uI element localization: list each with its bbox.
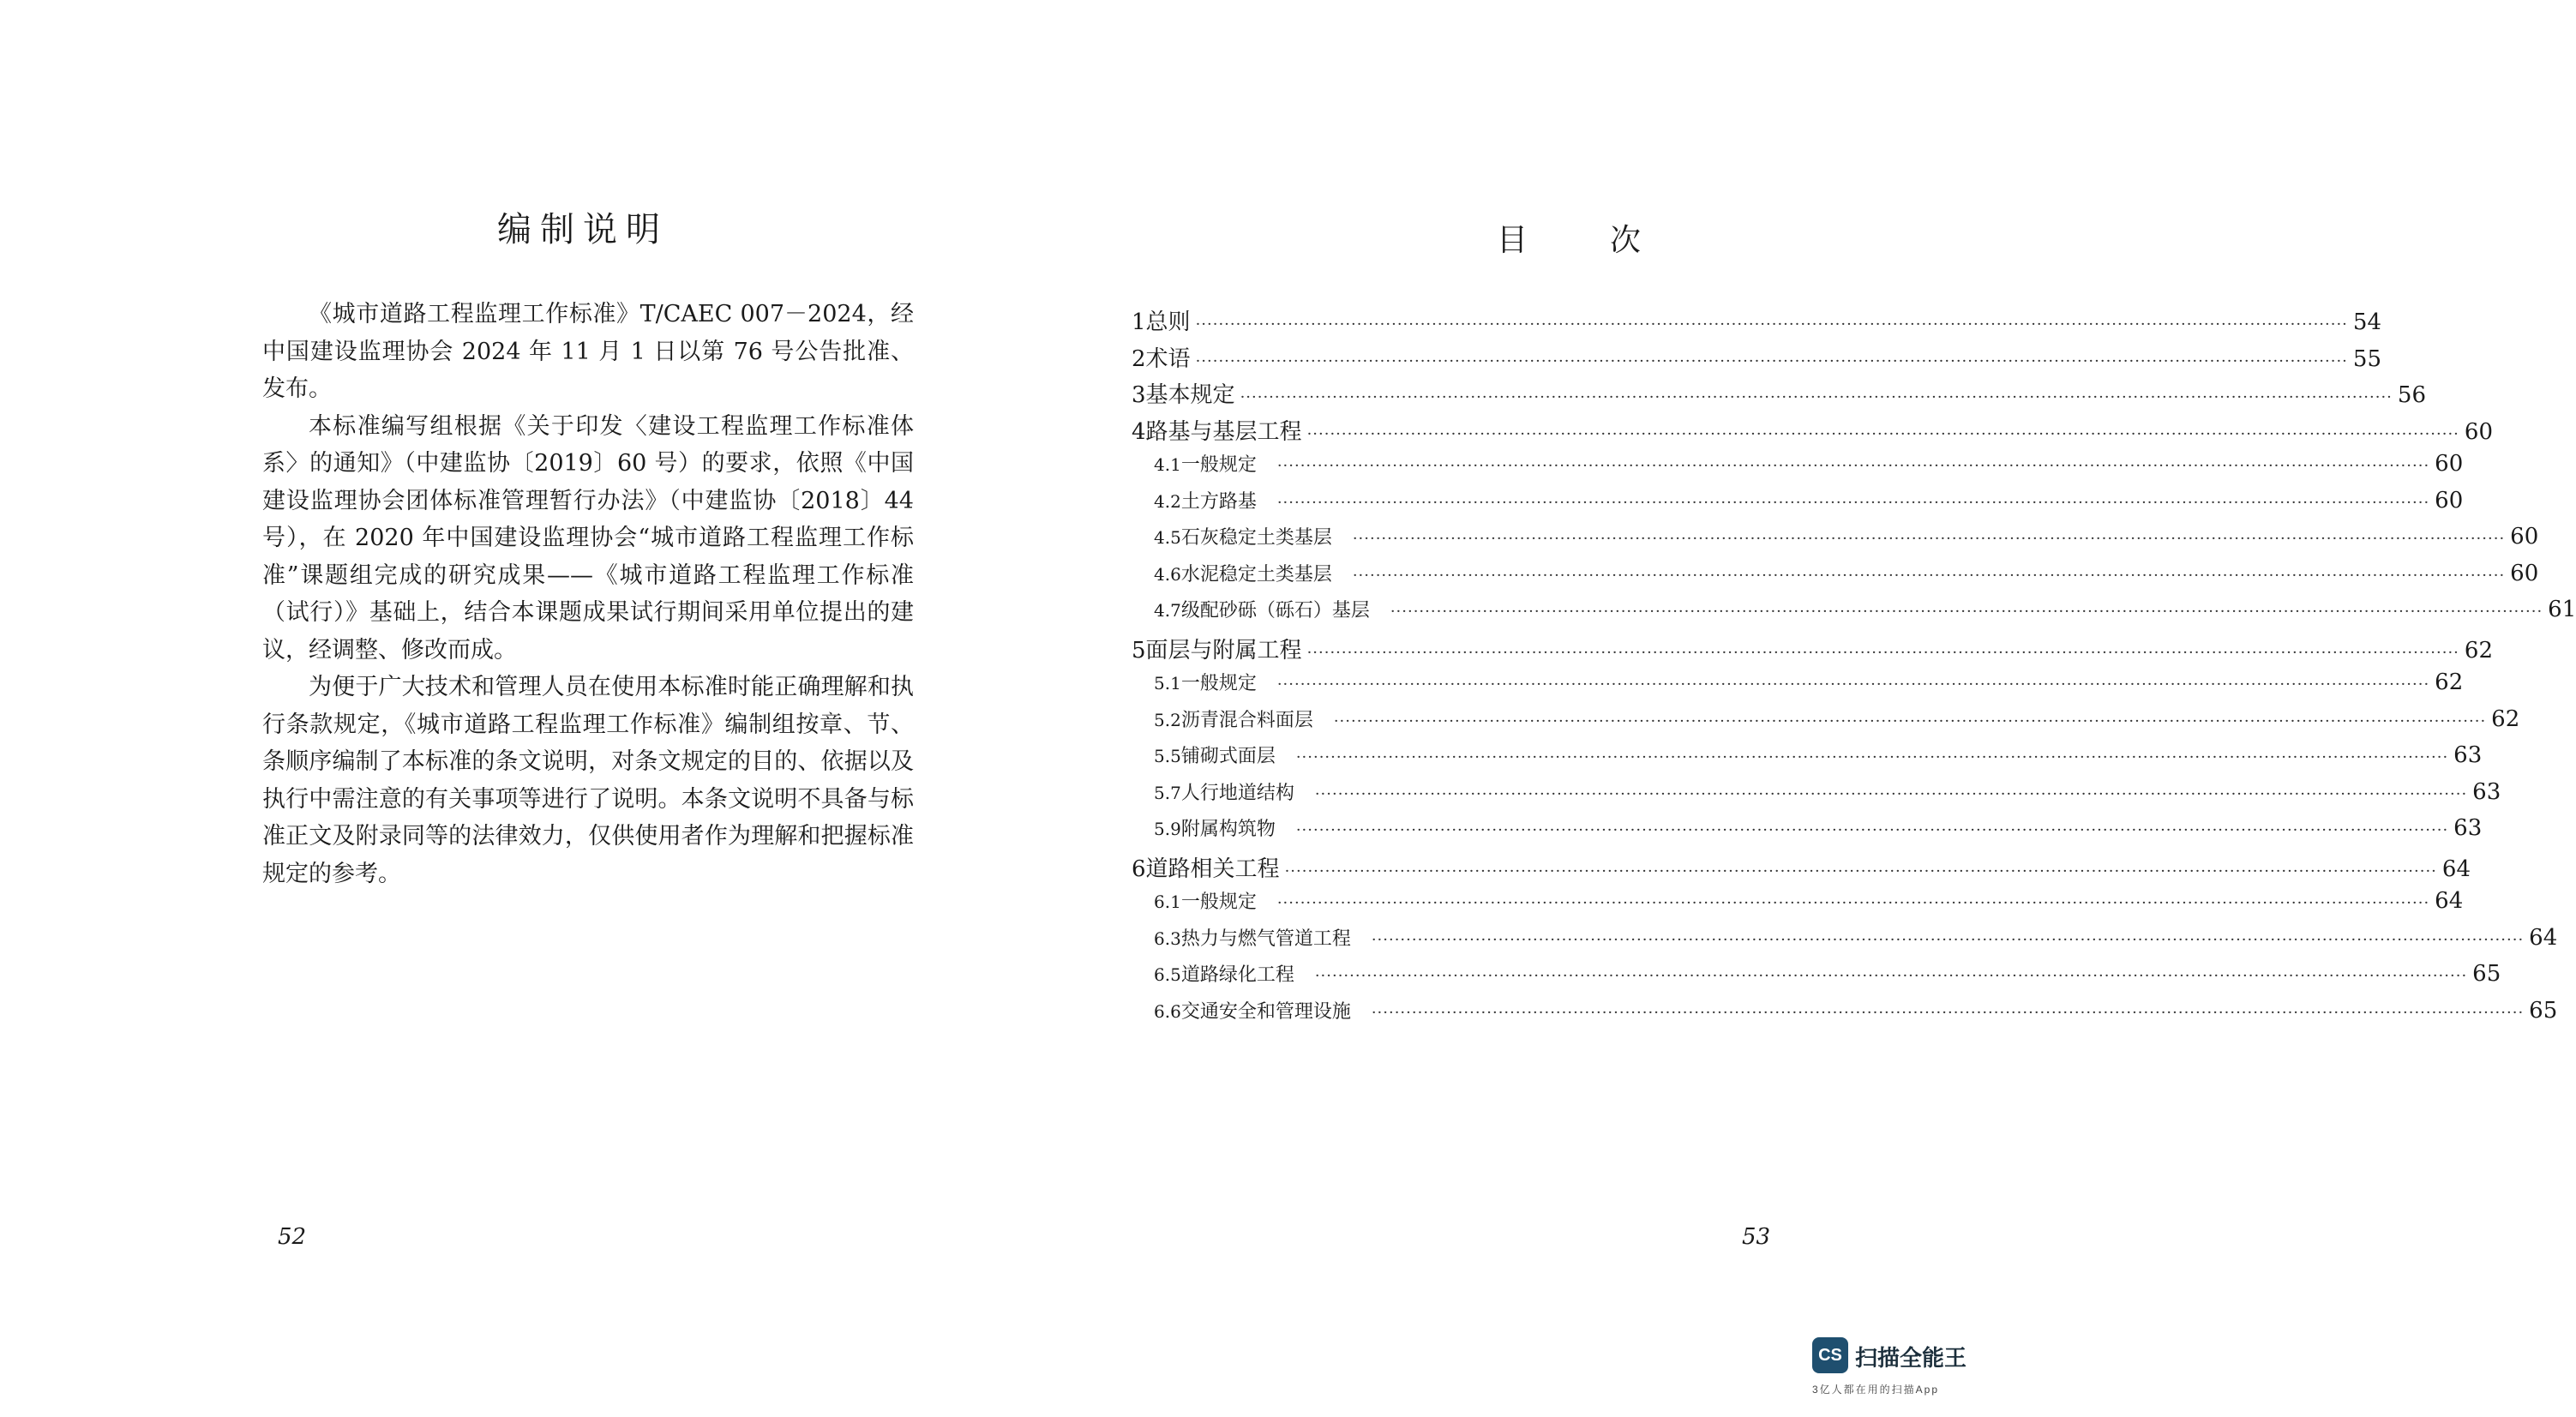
toc-leader-dots: ········································································································································································································: [1306, 424, 2459, 443]
toc-subentry: [1132, 450, 2464, 487]
paragraph-1: 《城市道路工程监理工作标准》T/CAEC 007－2024，经中国建设监理协会 2024 年 11 月 1 日以第 76 号公告批准、发布。: [262, 301, 914, 402]
toc-page-number: 65: [2529, 997, 2558, 1024]
toc-label: 人行地道结构: [1180, 782, 1294, 804]
toc-page-number: 64: [2441, 856, 2471, 882]
toc-label: 总则: [1145, 309, 1191, 335]
toc-leader-dots: ········································································································································································································: [1306, 643, 2459, 662]
right-page: [1003, 0, 2576, 1417]
toc-subentry: [1132, 887, 2464, 924]
toc-page-number: 62: [2435, 669, 2464, 695]
toc-leader-dots: ········································································································································································································: [1276, 493, 2430, 512]
toc-page-number: 56: [2397, 382, 2426, 408]
toc-leader-dots: ········································································································································································································: [1390, 603, 2543, 621]
toc-label: 一般规定: [1180, 673, 1257, 694]
toc-number: 6.6: [1154, 1000, 1181, 1022]
toc-entry: [1132, 377, 2426, 414]
toc-subentry: [1132, 669, 2464, 705]
toc-label: 水泥稳定土类基层: [1180, 563, 1332, 585]
toc-subentry: [1132, 742, 2483, 778]
toc-leader-dots: ········································································································································································································: [1314, 784, 2468, 803]
toc-number: 5.9: [1154, 819, 1181, 839]
toc-leader-dots: ········································································································································································································: [1276, 675, 2430, 693]
toc-page-number: 61: [2548, 597, 2576, 622]
toc-number: 6.1: [1154, 892, 1181, 912]
toc-entry: [1132, 304, 2381, 341]
toc-number: 5.2: [1154, 709, 1181, 730]
toc-number: 6.3: [1154, 928, 1181, 949]
toc-leader-dots: ········································································································································································································: [1276, 457, 2430, 475]
toc-number: 5: [1132, 637, 1146, 663]
toc-entry: [1132, 414, 2493, 451]
toc-label: 土方路基: [1180, 490, 1257, 513]
camscanner-logo-icon: CS: [1812, 1337, 1848, 1373]
toc-subentry: [1132, 487, 2464, 524]
toc-page-number: 60: [2435, 487, 2464, 513]
toc-subentry: [1132, 560, 2539, 597]
toc-number: 5.5: [1154, 746, 1181, 766]
toc-subentry: [1132, 814, 2483, 851]
toc-number: 4.1: [1154, 454, 1181, 475]
toc-page-number: 60: [2510, 524, 2539, 549]
toc-label: 道路绿化工程: [1180, 964, 1294, 986]
toc-number: 4.7: [1154, 600, 1181, 621]
toc-page-number: 63: [2472, 778, 2501, 805]
compilation-notes-title: 编制说明: [497, 210, 669, 249]
toc-label: 一般规定: [1180, 454, 1257, 476]
toc-subentry: [1132, 778, 2501, 815]
toc-leader-dots: ········································································································································································································: [1371, 1003, 2525, 1022]
toc-number: 6: [1132, 856, 1146, 882]
toc-leader-dots: ········································································································································································································: [1195, 351, 2348, 370]
toc-label: 一般规定: [1180, 892, 1257, 913]
toc-page-number: 60: [2464, 418, 2493, 445]
toc-page-number: 63: [2453, 815, 2483, 841]
compilation-notes-body: [262, 296, 914, 892]
toc-leader-dots: ········································································································································································································: [1284, 862, 2437, 880]
toc-leader-dots: ········································································································································································································: [1314, 967, 2468, 985]
toc-label: 石灰稳定土类基层: [1180, 527, 1332, 549]
toc-page-number: 55: [2352, 345, 2381, 372]
table-of-contents: [1132, 304, 2576, 1033]
toc-subentry: [1132, 924, 2558, 961]
toc-number: 6.5: [1154, 964, 1181, 985]
toc-number: 2: [1132, 345, 1146, 372]
toc-leader-dots: ········································································································································································································: [1352, 530, 2506, 548]
toc-label: 交通安全和管理设施: [1180, 1000, 1351, 1023]
toc-number: 4: [1132, 418, 1146, 445]
toc-page-number: 54: [2352, 309, 2381, 335]
toc-page-number: 64: [2435, 888, 2464, 914]
toc-label: 附属构筑物: [1180, 819, 1276, 840]
toc-entry: [1132, 851, 2471, 888]
toc-leader-dots: ········································································································································································································: [1295, 748, 2449, 766]
toc-subentry: [1132, 997, 2558, 1034]
toc-page-number: 60: [2435, 451, 2464, 477]
toc-number: 1: [1132, 309, 1146, 335]
toc-page-number: 65: [2472, 961, 2501, 987]
toc-entry: [1132, 341, 2381, 378]
toc-entry: [1132, 633, 2493, 669]
toc-label: 面层与附属工程: [1145, 637, 1302, 663]
toc-number: 4.2: [1154, 490, 1181, 512]
page-number-left: 52: [278, 1224, 307, 1250]
toc-number: 3: [1132, 382, 1146, 408]
toc-label: 路基与基层工程: [1145, 418, 1302, 445]
toc-page-number: 64: [2529, 924, 2558, 951]
paragraph-2: 本标准编写组根据《关于印发〈建设工程监理工作标准体系〉的通知》（中建监协〔2019〕60 号）的要求，依照《中国建设监理协会团体标准管理暂行办法》（中建监协〔2018〕44 号），在 2020 年中国建设监理协会“城市道路工程监理工作标准”课题组完成的研究成果——《城市道路工程监理工作标准（试行）》基础上，结合本课题成果试行期间采用单位提出的建议，经调整、修改而成。: [262, 412, 914, 663]
toc-label: 铺砌式面层: [1180, 746, 1276, 767]
toc-label: 道路相关工程: [1145, 856, 1280, 882]
toc-leader-dots: ········································································································································································································: [1295, 821, 2449, 839]
toc-subentry: [1132, 705, 2520, 742]
toc-number: 5.7: [1154, 782, 1181, 803]
toc-page-number: 60: [2510, 560, 2539, 586]
scanner-watermark: [1812, 1337, 1994, 1406]
scanner-tagline: 3亿人都在用的扫描App: [1812, 1384, 1940, 1396]
left-page: [0, 0, 1003, 1417]
toc-leader-dots: ········································································································································································································: [1276, 894, 2430, 912]
page-number-right: 53: [1742, 1224, 1771, 1250]
toc-subentry: [1132, 596, 2576, 633]
toc-leader-dots: ········································································································································································································: [1371, 930, 2525, 949]
toc-number: 5.1: [1154, 673, 1181, 693]
toc-leader-dots: ········································································································································································································: [1333, 712, 2487, 730]
toc-leader-dots: ········································································································································································································: [1195, 315, 2348, 333]
toc-leader-dots: ········································································································································································································: [1240, 388, 2393, 406]
toc-number: 4.6: [1154, 563, 1181, 585]
toc-number: 4.5: [1154, 527, 1181, 548]
toc-label: 沥青混合料面层: [1180, 709, 1313, 731]
toc-label: 级配砂砾（砾石）基层: [1180, 600, 1370, 621]
toc-title: 目次: [1496, 223, 1723, 258]
toc-label: 热力与燃气管道工程: [1180, 928, 1351, 950]
scanner-app-name: 扫描全能王: [1855, 1345, 1967, 1371]
toc-subentry: [1132, 960, 2501, 997]
toc-page-number: 62: [2491, 705, 2520, 732]
toc-label: 基本规定: [1145, 382, 1235, 408]
toc-leader-dots: ········································································································································································································: [1352, 566, 2506, 585]
toc-subentry: [1132, 523, 2539, 560]
paragraph-3: 为便于广大技术和管理人员在使用本标准时能正确理解和执行条款规定，《城市道路工程监理工作标准》编制组按章、节、条顺序编制了本标准的条文说明，对条文规定的目的、依据以及执行中需注意的有关事项等进行了说明。本条文说明不具备与标准正文及附录同等的法律效力，仅供使用者作为理解和把握标准规定的参考。: [262, 674, 914, 887]
toc-label: 术语: [1145, 345, 1191, 372]
toc-page-number: 63: [2453, 742, 2483, 768]
toc-page-number: 62: [2464, 637, 2493, 663]
